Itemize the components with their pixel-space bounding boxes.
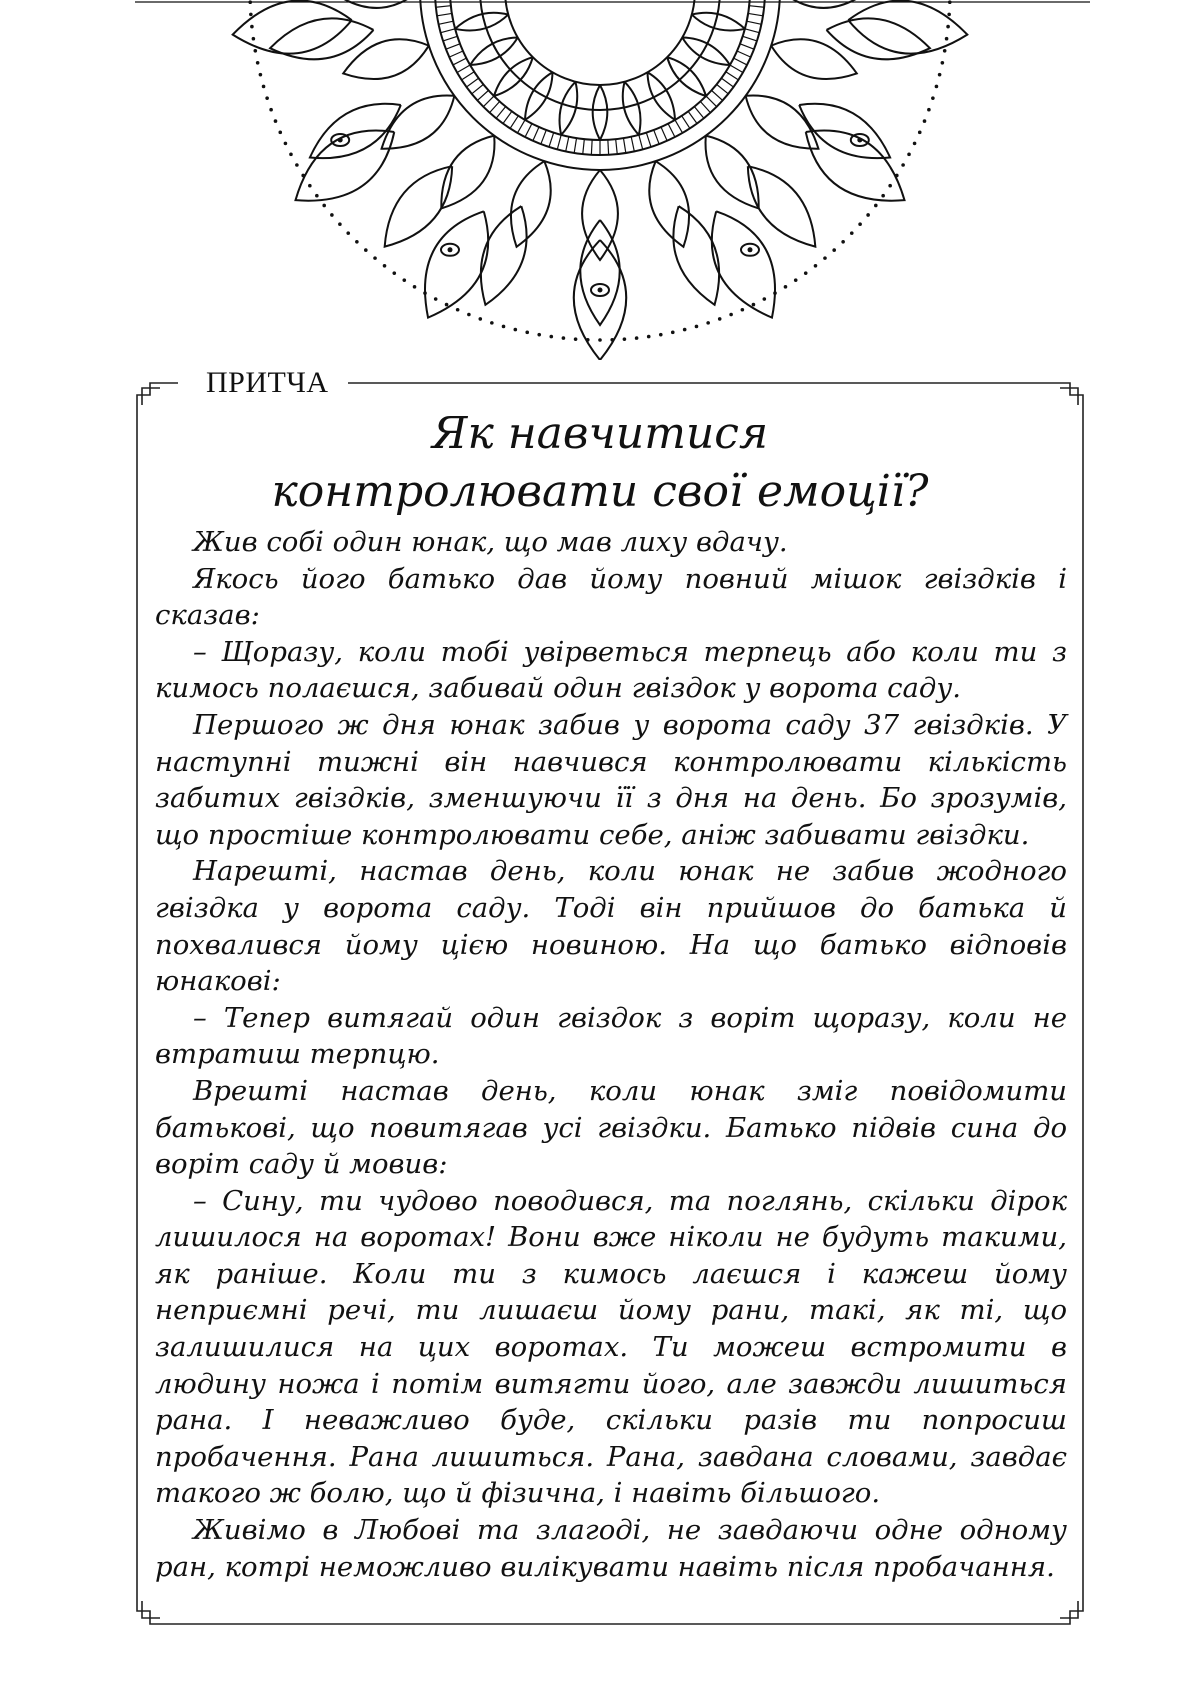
title-line-1: Як навчитися (431, 408, 769, 459)
paragraph: – Сину, ти чудово поводився, та поглянь, скільки дірок лишилося на воротах! Вони вже ніколи не будуть такими, як раніше. Коли ти з кимось лаєшся і кажеш йому неприємні речі, ти лишаєш йому рани, такі, як ті, що залишилися на цих воротах. Ти можеш встромити в людину ножа і потім витягти його, але завжди лишиться рана. І неважливо буде, скільки разів ти попросиш пробачення. Рана лишиться. Рана, завдана словами, завдає такого ж болю, що й фізична, і навіть більшого. (155, 1184, 1067, 1510)
paragraph: – Щоразу, коли тобі увірветься терпець або коли ти з кимось полаєшся, забивай один гвіздок у ворота саду. (155, 635, 1067, 705)
paragraph: Жив собі один юнак, що мав лиху вдачу. (193, 526, 788, 558)
paragraph: Якось його батько дав йому повний мішок гвіздків і сказав: (155, 562, 1067, 632)
paragraph: Врешті настав день, коли юнак зміг повідомити батькові, що повитягав усі гвіздки. Батько підвів сина до воріт саду й мовив: (155, 1074, 1067, 1181)
paragraph: Нарешті, настав день, коли юнак не забив жодного гвіздка у ворота саду. Тоді він прийшов до батька й похвалився йому цією новиною. На що батько відповів юнакові: (155, 855, 1067, 998)
section-label: ПРИТЧА (200, 366, 335, 400)
paragraph: Першого ж дня юнак забив у ворота саду 37 гвіздків. У наступні тижні він навчився контролювати кількість забитих гвіздків, зменшуючи її з дня на день. Бо зрозумів, що простіше контролювати себе, аніж забивати гвіздки. (155, 708, 1067, 851)
parable-title (170, 405, 1030, 521)
paragraph: – Тепер витягай один гвіздок з воріт щоразу, коли не втратиш терпцю. (155, 1001, 1067, 1071)
title-line-2: контролювати свої емоції? (271, 466, 929, 517)
paragraph: Живімо в Любові та злагоді, не завдаючи одне одному ран, котрі неможливо вилікувати навіть після пробачання. (155, 1514, 1067, 1583)
mandala-ornament (0, 0, 1200, 360)
story-text (155, 524, 1067, 1585)
